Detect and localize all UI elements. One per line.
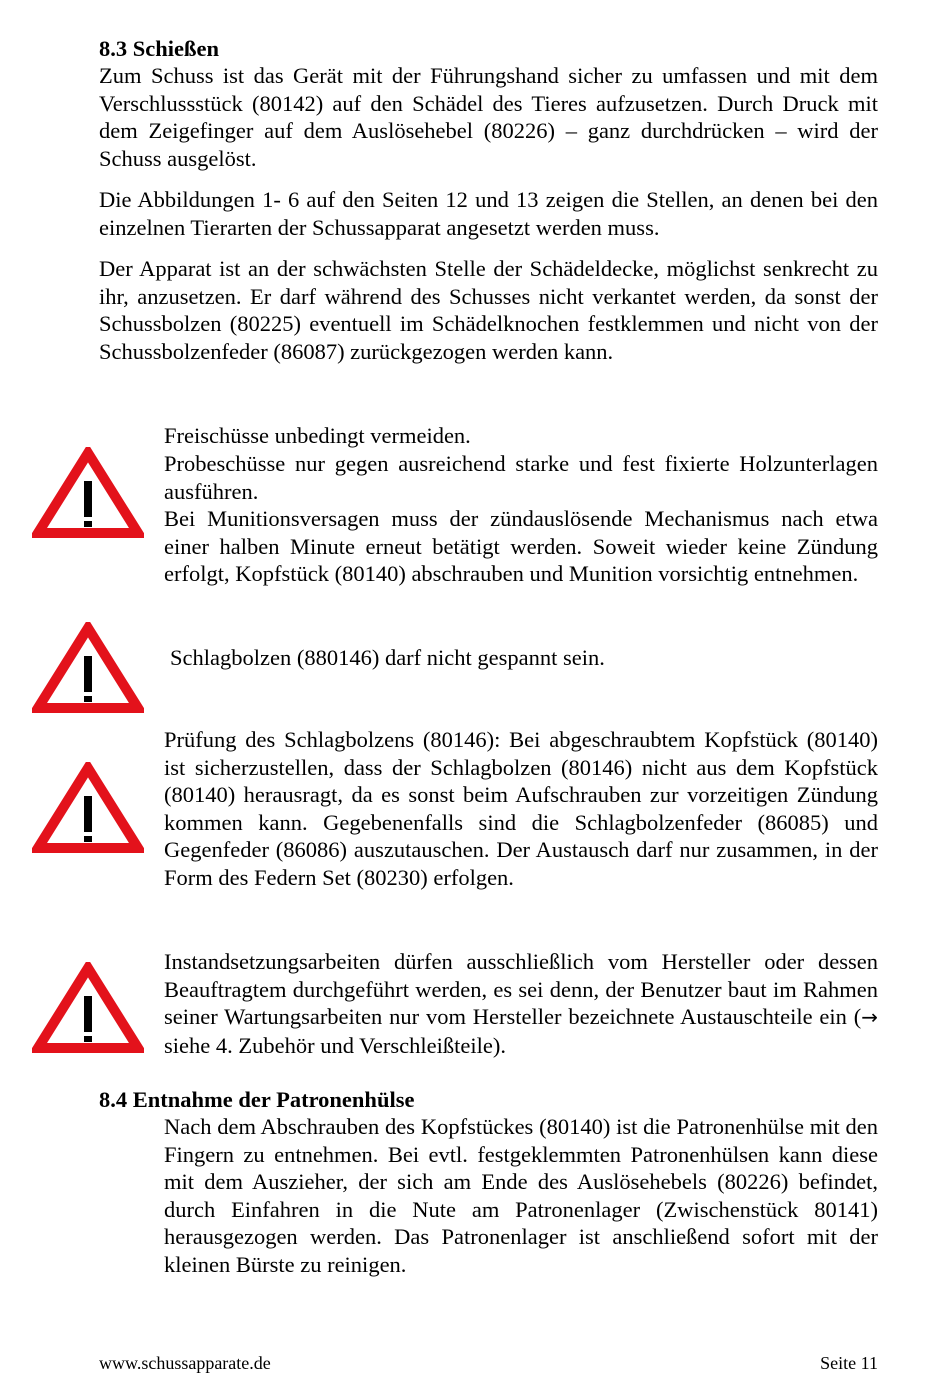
warning-triangle-icon: [32, 447, 144, 539]
warning-triangle-icon: [32, 622, 144, 714]
warning-triangle-icon: [32, 762, 144, 854]
arrow-right-icon: →: [861, 1005, 878, 1030]
warning-text-3: Prüfung des Schlagbolzens (80146): Bei abgeschraubtem Kopfstück (80140) ist sicherzustellen, dass der Schlagbolzen (80146) nicht aus dem Kopfstück (80140) herausragt, da es sonst beim Aufschrauben zur vorzeitigen Zündung kommen kann. Gegebenenfalls sind die Schlagbolzenfeder (86085) und Gegenfeder (86086) auszutauschen. Der Austausch darf nur zusammen, in der Form des Federn Set (80230) erfolgen.: [164, 727, 878, 890]
footer-website: www.schussapparate.de: [99, 1353, 271, 1373]
section-heading-8-4: 8.4 Entnahme der Patronenhülse: [99, 1087, 415, 1112]
warning-text-4: [164, 948, 878, 1059]
section-heading-8-3: 8.3 Schießen: [99, 36, 220, 61]
warning-text-2: Schlagbolzen (880146) darf nicht gespannt sein.: [170, 645, 605, 670]
warning-text-4-after: siehe 4. Zubehör und Verschleißteile).: [164, 1032, 506, 1058]
warning-text-4-before: Instandsetzungsarbeiten dürfen ausschließlich vom Hersteller oder dessen Beauftragtem durchgeführt werden, es sei denn, der Benutzer baut im Rahmen seiner Wartungsarbeiten nur vom Hersteller bezeichnete Austauschteile ein (: [164, 949, 878, 1030]
warning-text-1b: Probeschüsse nur gegen ausreichend starke und fest fixierte Holzunterlagen ausführen.: [164, 451, 878, 504]
warning-triangle-icon: [32, 962, 144, 1054]
warning-text-1c: Bei Munitionsversagen muss der zündauslösende Mechanismus nach etwa einer halben Minute erneut betätigt werden. Soweit wieder keine Zündung erfolgt, Kopfstück (80140) abschrauben und Munition vorsichtig entnehmen.: [164, 506, 878, 587]
paragraph-8-3-1: Zum Schuss ist das Gerät mit der Führungshand sicher zu umfassen und mit dem Verschlussstück (80142) auf den Schädel des Tieres aufzusetzen. Durch Druck mit dem Zeigefinger auf dem Auslösehebel (80226) – ganz durchdrücken – wird der Schuss ausgelöst.: [99, 63, 878, 171]
footer-page-number: Seite 11: [820, 1353, 878, 1373]
paragraph-8-3-3: Der Apparat ist an der schwächsten Stelle der Schädeldecke, möglichst senkrecht zu ihr, anzusetzen. Er darf während des Schusses nicht verkantet werden, da sonst der Schussbolzen (80225) eventuell im Schädelknochen festklemmen und nicht von der Schussbolzenfeder (86087) zurückgezogen werden kann.: [99, 256, 878, 364]
paragraph-8-3-2: Die Abbildungen 1- 6 auf den Seiten 12 und 13 zeigen die Stellen, an denen bei den einzelnen Tierarten der Schussapparat angesetzt werden muss.: [99, 187, 878, 240]
paragraph-8-4-1: Nach dem Abschrauben des Kopfstückes (80140) ist die Patronenhülse mit den Fingern zu entnehmen. Bei evtl. festgeklemmten Patronenhülsen kann diese mit dem Auszieher, der sich am Ende des Auslösehebels (80226) befindet, durch Einfahren in die Nute am Patronenlager (Zwischenstück 80141) herausgezogen werden. Das Patronenlager ist anschließend sofort mit der kleinen Bürste zu reinigen.: [164, 1114, 878, 1277]
warning-text-1a: Freischüsse unbedingt vermeiden.: [164, 423, 471, 448]
